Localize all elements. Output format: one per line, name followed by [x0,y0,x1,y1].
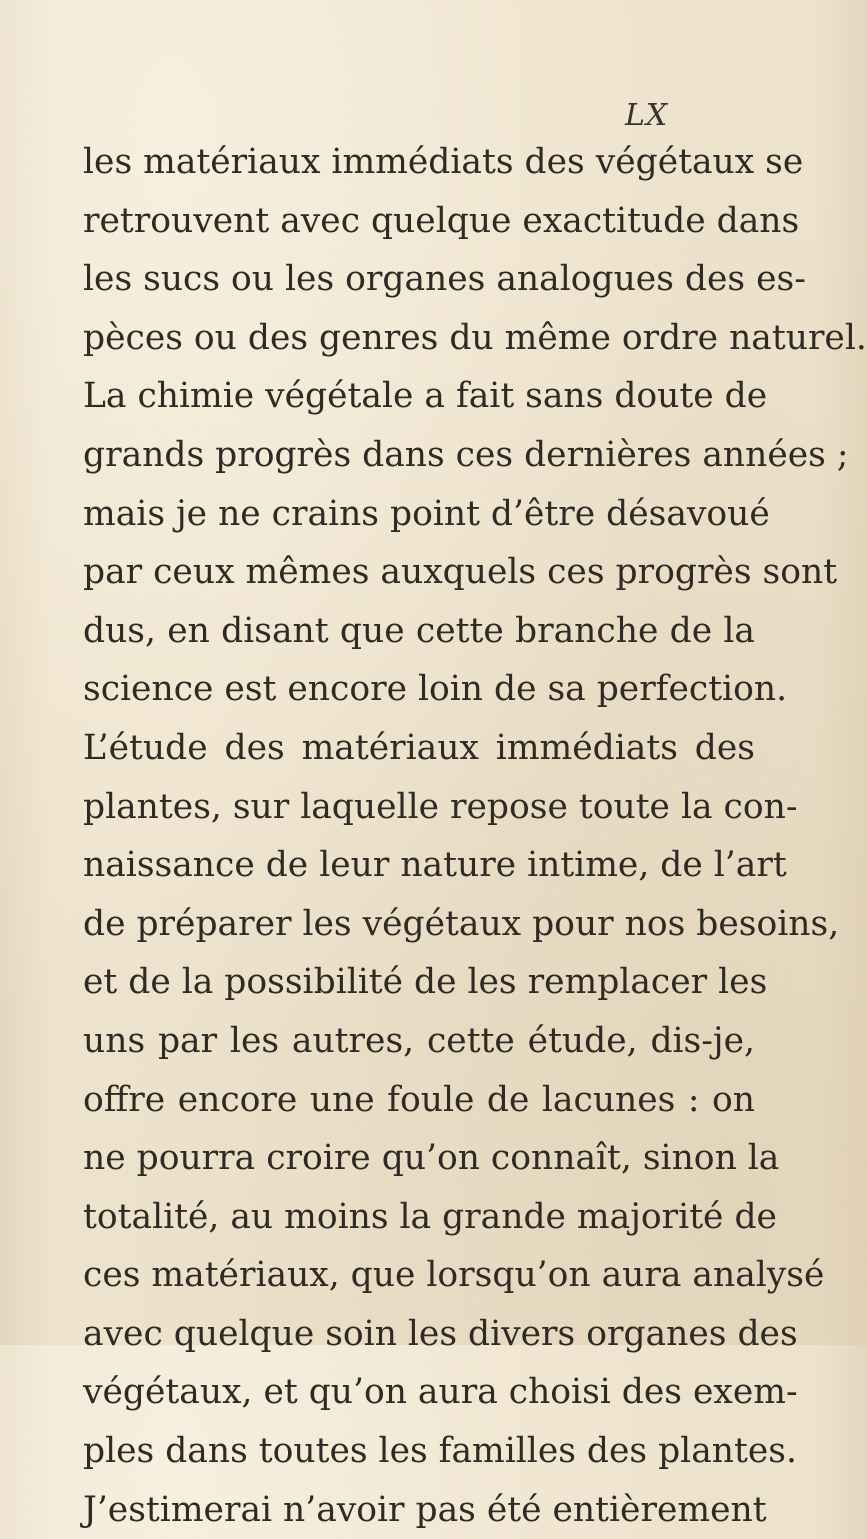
text-line-12: plantes, sur laquelle repose toute la con- [83,786,798,827]
text-line-22: végétaux, et qu’on aura choisi des exem- [83,1372,798,1413]
text-line-1: les matériaux immédiats des végétaux se [83,142,804,182]
text-line-20: ces matériaux, que lorsqu’on aura analysé [83,1255,825,1296]
text-line-19: totalité, au moins la grande majorité de [83,1196,777,1237]
text-line-17: offre encore une foule de lacunes : on [83,1079,755,1120]
text-line-15: et de la possibilité de les remplacer les [83,962,768,1003]
text-line-3: les sucs ou les organes analogues des es- [83,259,806,300]
text-line-23: ples dans toutes les familles des plantes. [83,1431,797,1472]
text-line-18: ne pourra croire qu’on connaît, sinon la [83,1138,780,1179]
text-line-13: naissance de leur nature intime, de l’art [83,845,787,886]
text-line-5: La chimie végétale a fait sans doute de [83,376,768,417]
text-line-11: L’étude des matériaux immédiats des [83,727,755,768]
text-line-8: par ceux mêmes auxquels ces progrès sont [83,552,838,593]
text-line-14: de préparer les végétaux pour nos besoins, [83,903,840,944]
text-line-24: J’estimerai n’avoir pas été entièrement [83,1489,767,1530]
text-line-10: science est encore loin de sa perfection. [83,669,788,710]
text-line-2: retrouvent avec quelque exactitude dans [83,200,800,241]
page-number: LX [625,98,669,133]
text-line-7: mais je ne crains point d’être désavoué [83,493,770,534]
text-line-4: pèces ou des genres du même ordre naturel. [83,317,867,358]
text-line-6: grands progrès dans ces dernières années ; [83,434,849,475]
text-line-9: dus, en disant que cette branche de la [83,610,755,651]
text-line-16: uns par les autres, cette étude, dis-je, [83,1020,755,1061]
body-text [83,133,867,1539]
text-line-21: avec quelque soin les divers organes des [83,1313,798,1354]
